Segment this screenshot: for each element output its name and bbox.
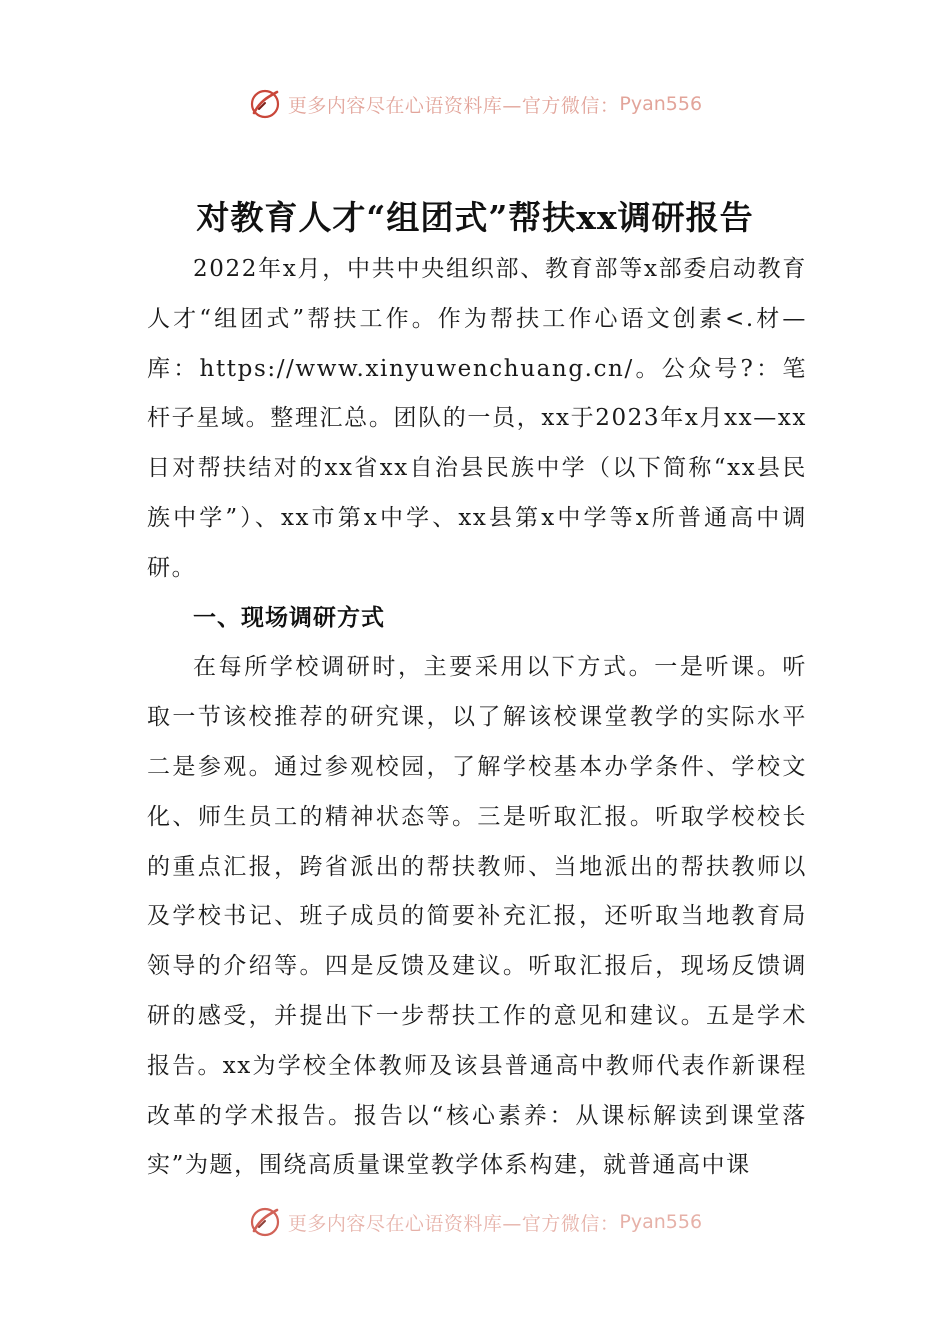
top-watermark-banner	[0, 84, 950, 124]
section-heading: 一、现场调研方式	[193, 604, 385, 631]
watermark-wechat-id: Pyan556	[619, 93, 703, 115]
pen-swirl-logo-icon	[248, 87, 282, 121]
document-body	[147, 245, 807, 1191]
document-title: 对教育人才“组团式”帮扶xx调研报告	[196, 198, 754, 237]
bottom-watermark-banner	[0, 1202, 950, 1242]
watermark-text: 更多内容尽在心语资料库—官方微信：	[287, 1212, 620, 1235]
section-paragraph: 在每所学校调研时，主要采用以下方式。一是听课。听取一节该校推荐的研究课，以了解该校课堂教学的实际水平二是参观。通过参观校园，了解学校基本办学条件、学校文化、师生员工的精神状态等。三是听取汇报。听取学校校长的重点汇报，跨省派出的帮扶教师、当地派出的帮扶教师以及学校书记、班子成员的简要补充汇报，还听取当地教育局领导的介绍等。四是反馈及建议。听取汇报后，现场反馈调研的感受，并提出下一步帮扶工作的意见和建议。五是学术报告。xx为学校全体教师及该县普通高中教师代表作新课程改革的学术报告。报告以“核心素养：从课标解读到课堂落实”为题，围绕高质量课堂教学体系构建，就普通高中课	[147, 654, 807, 1179]
pen-swirl-logo-icon	[248, 1205, 282, 1239]
intro-paragraph: 2022年x月，中共中央组织部、教育部等x部委启动教育人才“组团式”帮扶工作。作为帮扶工作心语文创素<.材—库：https://www.xinyuwenchuang.cn/。公众号?：笔杆子星域。整理汇总。团队的一员，xx于2023年x月xx—xx日对帮扶结对的xx省xx自治县民族中学（以下简称“xx县民族中学”）、xx市第x中学、xx县第x中学等x所普通高中调研。	[147, 256, 807, 581]
watermark-wechat-id: Pyan556	[619, 1211, 703, 1233]
watermark-text: 更多内容尽在心语资料库—官方微信：	[287, 94, 620, 117]
